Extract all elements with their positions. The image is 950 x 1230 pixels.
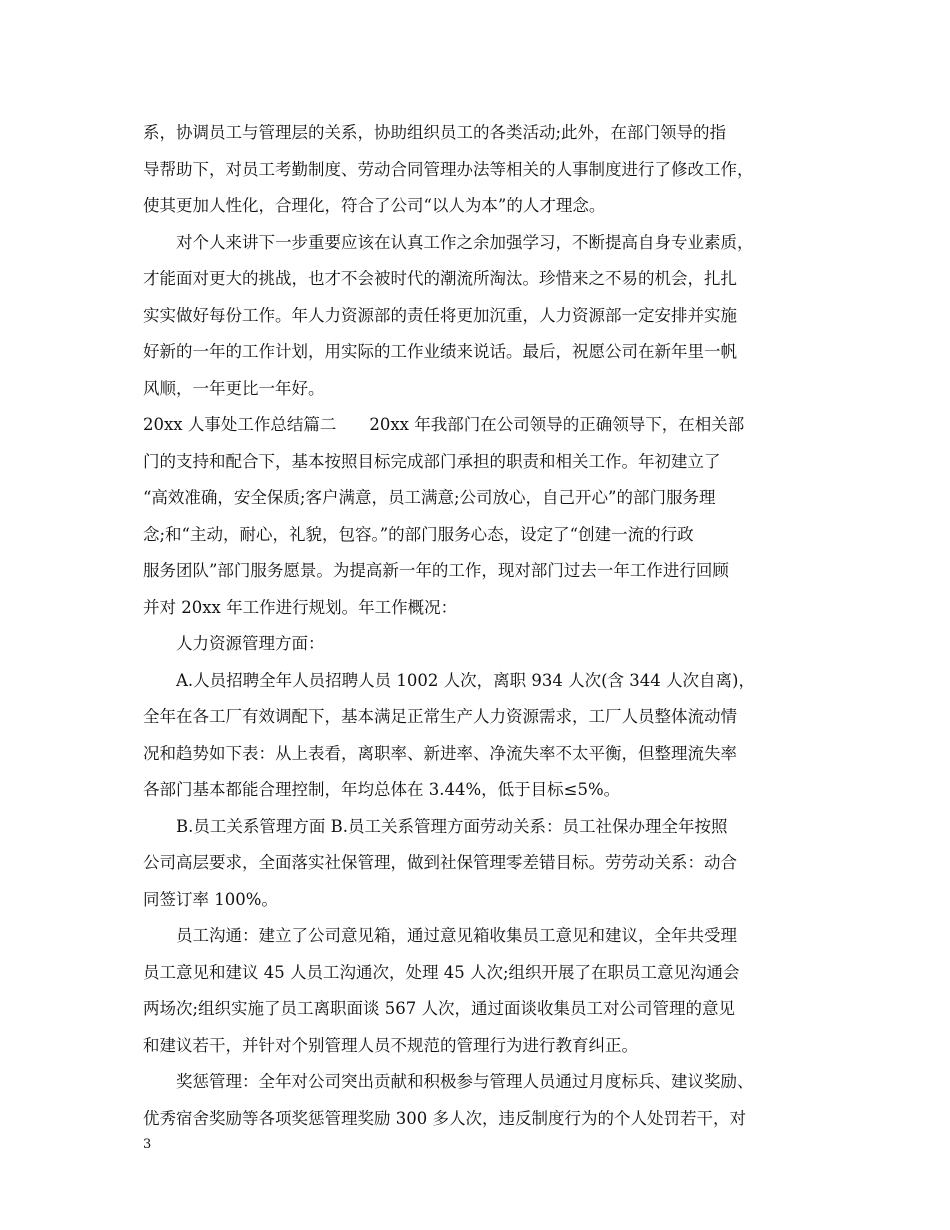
page-number: 3	[143, 1137, 152, 1152]
text-line: 导帮助下，对员工考勤制度、劳动合同管理办法等相关的人事制度进行了修改工作，	[143, 159, 754, 179]
text-line: 念;和“主动，耐心，礼貌，包容。”的部门服务心态，设定了“创建一流的行政	[143, 524, 694, 544]
text-line: 使其更加人性化，合理化，符合了公司“以人为本”的人才理念。	[143, 196, 606, 215]
text-line: 奖惩管理：全年对公司突出贡献和积极参与管理人员通过月度标兵、建议奖励、	[176, 1072, 754, 1091]
body-text	[143, 115, 813, 1137]
text-line: 门的支持和配合下，基本按照目标完成部门承担的职责和相关工作。年初建立了	[143, 451, 721, 471]
text-line: 服务团队”部门服务愿景。为提高新一年的工作，现对部门过去一年工作进行回顾	[143, 561, 729, 580]
text-line: 好新的一年的工作计划，用实际的工作业绩来说话。最后，祝愿公司在新年里一帆	[143, 342, 737, 361]
text-line: 实实做好每份工作。年人力资源部的责任将更加沉重，人力资源部一定安排并实施	[143, 305, 737, 325]
text-line: 全年在各工厂有效调配下，基本满足正常生产人力资源需求，工厂人员整体流动情	[143, 707, 737, 726]
text-line: 并对 20xx 年工作进行规划。年工作概况：	[143, 597, 458, 617]
text-line: 和建议若干，并针对个别管理人员不规范的管理行为进行教育纠正。	[143, 1035, 638, 1055]
text-line: 风顺，一年更比一年好。	[143, 378, 325, 398]
text-line: 人力资源管理方面：	[176, 634, 325, 653]
text-line: 况和趋势如下表：从上表看，离职率、新进率、净流失率不太平衡，但整理流失率	[143, 743, 737, 763]
text-line: 员工意见和建议 45 人员工沟通次，处理 45 人次;组织开展了在职员工意见沟通会	[143, 962, 740, 982]
text-line: 员工沟通：建立了公司意见箱，通过意见箱收集员工意见和建议，全年共受理	[176, 926, 737, 945]
text-line: 20xx 人事处工作总结篇二 20xx 年我部门在公司领导的正确领导下，在相关部	[143, 415, 745, 434]
text-line: 同签订率 100%。	[143, 889, 278, 909]
text-line: 两场次;组织实施了员工离职面谈 567 人次，通过面谈收集员工对公司管理的意见	[143, 999, 736, 1018]
text-line: 对个人来讲下一步重要应该在认真工作之余加强学习，不断提高自身专业素质，	[176, 232, 754, 252]
text-line: B.员工关系管理方面 B.员工关系管理方面劳动关系：员工社保办理全年按照	[176, 816, 728, 836]
text-line: 各部门基本都能合理控制，年均总体在 3.44%，低于目标≤5%。	[143, 780, 621, 799]
text-line: 公司高层要求，全面落实社保管理，做到社保管理零差错目标。劳劳动关系：动合	[143, 853, 737, 872]
text-line: 才能面对更大的挑战，也才不会被时代的潮流所淘汰。珍惜来之不易的机会，扎扎	[143, 269, 737, 288]
text-line: A.人员招聘全年人员招聘人员 1002 人次，离职 934 人次(含 344 人次自离)，	[176, 670, 755, 690]
text-line: 系，协调员工与管理层的关系，协助组织员工的各类活动;此外，在部门领导的指	[143, 123, 727, 142]
text-line: 优秀宿舍奖励等各项奖惩管理奖励 300 多人次，违反制度行为的个人处罚若干，对	[143, 1108, 746, 1128]
text-line: “高效准确，安全保质;客户满意，员工满意;公司放心，自己开心”的部门服务理	[143, 488, 716, 507]
